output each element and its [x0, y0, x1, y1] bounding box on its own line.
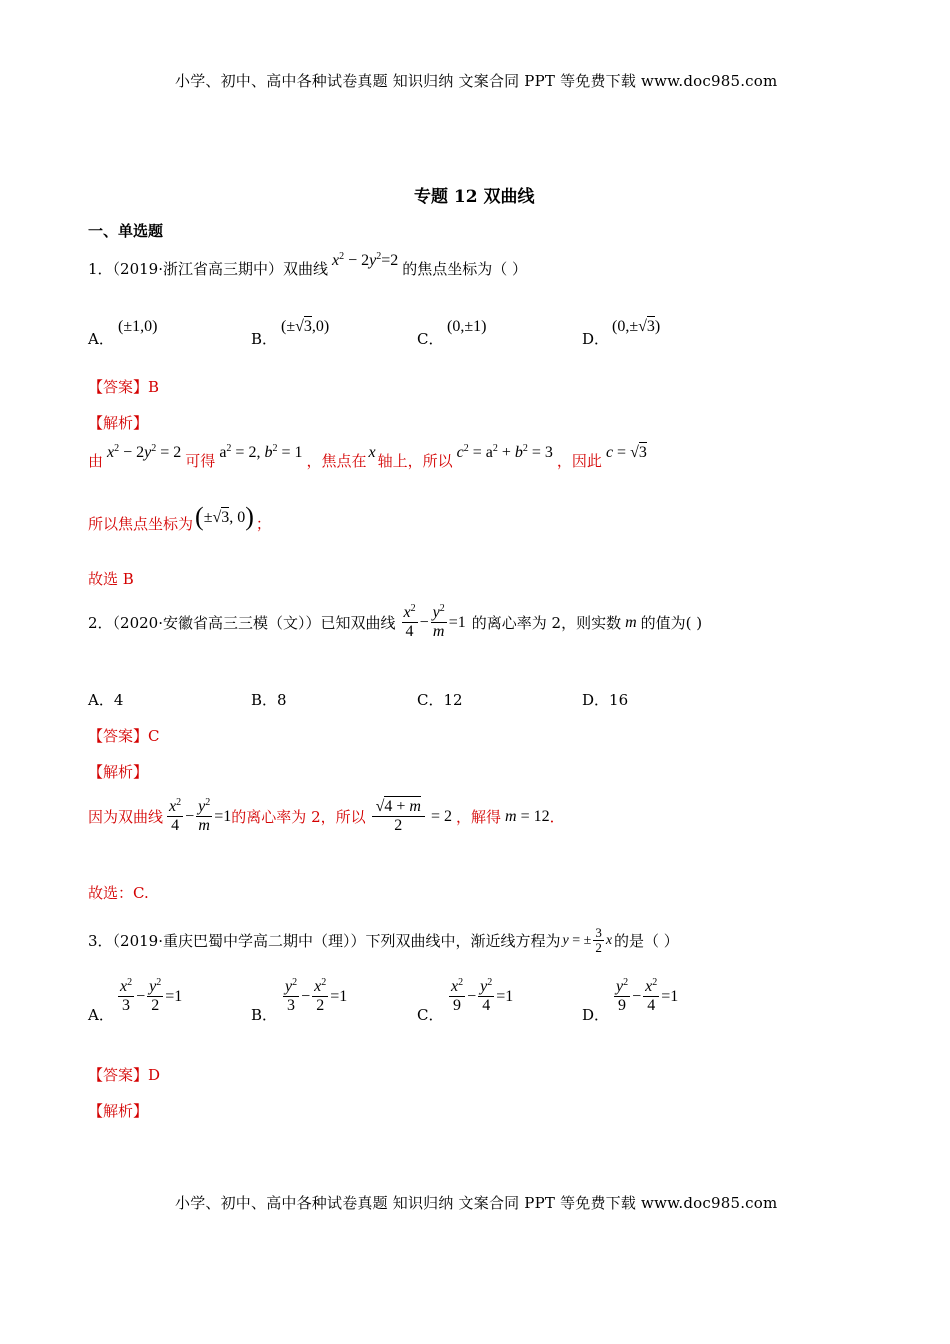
q1-sol-text-4: 轴上，所以	[377, 452, 453, 470]
section-heading: 一、单选题	[88, 222, 164, 240]
question-2-suffix-a: 的离心率为 2，则实数	[471, 614, 622, 632]
q2-sol-text-3: ，解得	[456, 808, 502, 826]
question-2-equation: $\frac{x^2}{4}$ − $\frac{y^2}{m}$ =1	[403, 603, 466, 640]
q1-sol-eq-x: x	[368, 443, 376, 461]
q2-sol-text-1: 因为双曲线	[88, 808, 164, 826]
question-1	[88, 250, 528, 279]
q2-sol-eq-3: m = 12	[505, 807, 550, 825]
question-2-suffix-b: 的值为( )	[640, 614, 703, 632]
question-1-options	[88, 318, 788, 348]
q2-option-c: C．12	[417, 691, 463, 709]
q1-sol-eq-3: $c^2 = a^2 + b^2 = 3$	[456, 442, 553, 461]
q2-option-b: B．8	[251, 691, 287, 709]
question-2	[88, 604, 702, 641]
q1-sol-text-7: ；	[255, 514, 271, 533]
q1-analysis-label: 【解析】	[88, 414, 149, 432]
q1-sol-eq-4: c = √3	[605, 443, 647, 461]
question-3-options	[88, 976, 788, 1026]
option-b-value: (±√3,0)	[281, 318, 330, 335]
q3-option-b-label: B．	[251, 1006, 278, 1024]
q2-option-d: D．16	[582, 691, 629, 709]
q3-analysis-label: 【解析】	[88, 1102, 149, 1120]
question-2-prefix: 2．（2020·安徽省高三三模（文））已知双曲线	[88, 614, 396, 632]
question-3-suffix: 的是（ ）	[614, 932, 679, 950]
q2-analysis-label: 【解析】	[88, 763, 149, 781]
q3-answer: 【答案】D	[88, 1066, 161, 1084]
question-3	[88, 926, 679, 955]
q2-sol-text-2: 的离心率为 2，所以	[231, 808, 366, 826]
q1-answer: 【答案】B	[88, 378, 160, 396]
option-c-label: C．	[417, 330, 444, 348]
q2-option-a: A．4	[88, 691, 124, 709]
q3-option-b-eq: $\frac{y^2}{3}$ − $\frac{x^2}{2}$ =1	[285, 977, 348, 1014]
question-3-prefix: 3．（2019·重庆巴蜀中学高二期中（理））下列双曲线中，渐近线方程为	[88, 932, 561, 950]
q1-sol-text-1: 由	[88, 452, 104, 470]
option-b-label: B．	[251, 330, 278, 348]
q2-conclusion: 故选：C.	[88, 884, 149, 902]
option-a-value: (±1,0)	[118, 318, 158, 335]
q1-solution-line-1	[88, 442, 651, 471]
q1-solution-line-2	[88, 502, 271, 538]
q3-option-a-eq: $\frac{x^2}{3}$ − $\frac{y^2}{2}$ =1	[120, 977, 183, 1014]
q3-option-c-eq: $\frac{x^2}{9}$ − $\frac{y^2}{4}$ =1	[451, 977, 514, 1014]
q2-solution-line	[88, 798, 565, 835]
q3-option-d-eq: $\frac{y^2}{9}$ − $\frac{x^2}{4}$ =1	[616, 977, 679, 1014]
page-title: 专题 12 双曲线	[414, 187, 535, 207]
page-footer: 小学、初中、高中各种试卷真题 知识归纳 文案合同 PPT 等免费下载 www.doc985.com	[175, 1194, 778, 1212]
q3-option-c-label: C．	[417, 1006, 444, 1024]
q1-sol-eq-2: $a^2 = 2$, $b^2 = 1$	[219, 442, 303, 461]
page-header: 小学、初中、高中各种试卷真题 知识归纳 文案合同 PPT 等免费下载 www.doc985.com	[175, 72, 778, 90]
q1-sol-text-3: ，焦点在	[306, 452, 367, 470]
option-d-value: (0,±√3)	[612, 318, 661, 335]
q1-sol-text-2: 可得	[185, 452, 216, 470]
option-a-label: A．	[88, 330, 114, 348]
q1-sol-eq-5: (±√3, 0)	[195, 502, 254, 531]
q2-sol-eq-1: $\frac{x^2}{4}$ − $\frac{y^2}{m}$ =1	[169, 797, 232, 834]
q1-sol-text-5: ，因此	[556, 452, 602, 470]
q2-sol-eq-2: $\frac{√4 + m}{2}$ = 2	[370, 798, 452, 835]
question-1-suffix: 的焦点坐标为（ ）	[402, 260, 528, 278]
option-c-value: (0,±1)	[447, 318, 487, 335]
question-3-asymptote: y = ± $\frac{3}{2}$ x	[562, 925, 613, 955]
question-2-var-m: m	[625, 613, 637, 631]
q1-sol-text-6: 所以焦点坐标为	[88, 514, 194, 533]
q1-conclusion: 故选 B	[88, 570, 134, 588]
option-d-label: D．	[582, 330, 610, 348]
q3-option-a-label: A．	[88, 1006, 114, 1024]
question-2-options	[88, 689, 788, 713]
q1-sol-eq-1: $x^2 - 2y^2 = 2$	[107, 442, 182, 461]
question-1-equation: $x^2 - 2y^2=2$	[332, 250, 399, 269]
question-1-prefix: 1．（2019·浙江省高三期中）双曲线	[88, 260, 328, 278]
q2-answer: 【答案】C	[88, 727, 160, 745]
q2-sol-text-4: ．	[549, 808, 565, 826]
q3-option-d-label: D．	[582, 1006, 610, 1024]
